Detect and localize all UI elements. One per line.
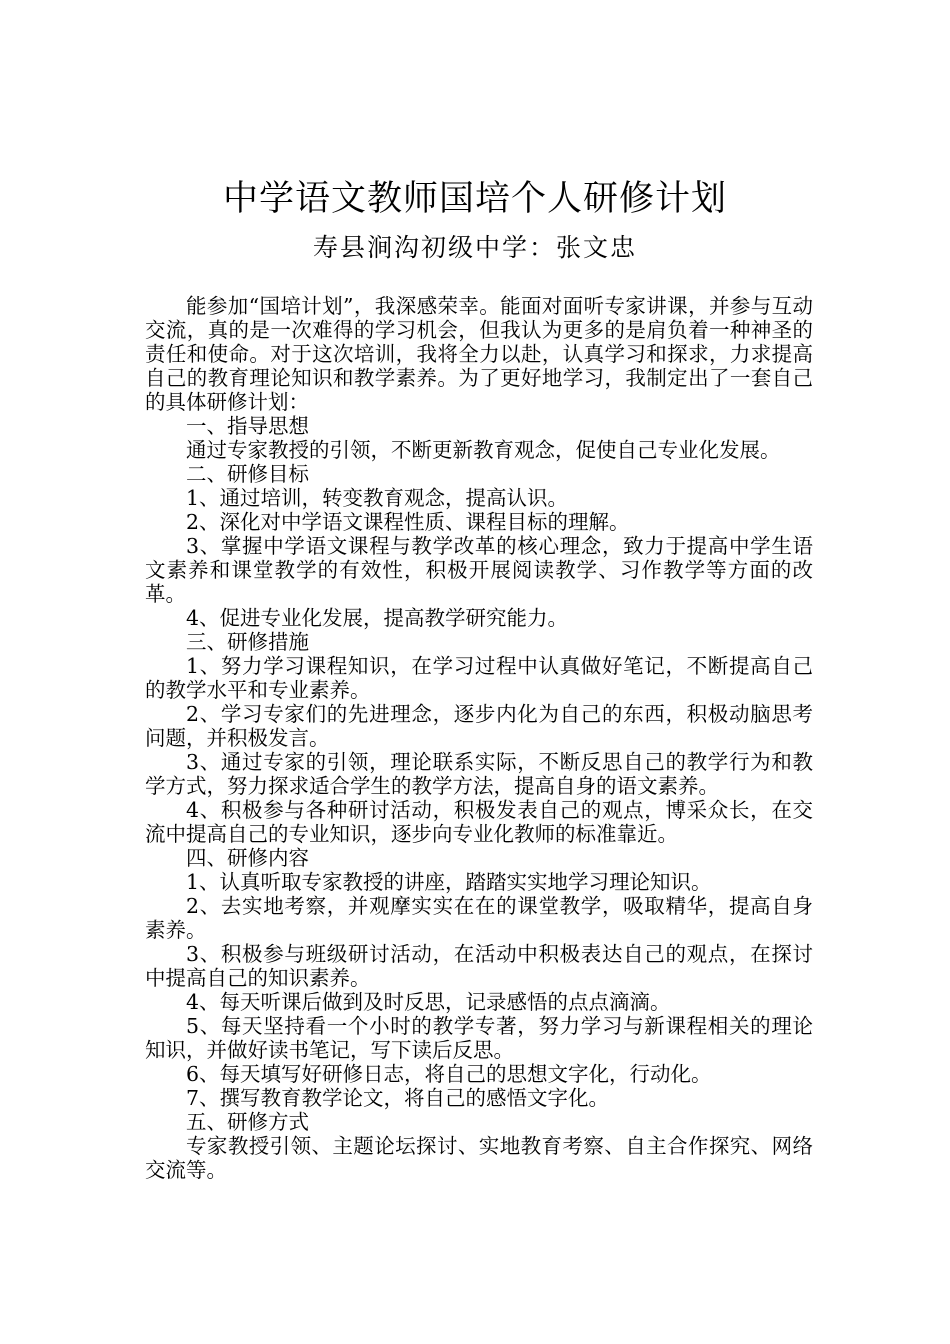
document-title: 中学语文教师国培个人研修计划 <box>222 179 727 219</box>
section-paragraph: 3、掌握中学语文课程与教学改革的核心理念，致力于提高中学生语文素养和课堂教学的有效性，积极开展阅读教学、习作教学等方面的改革。 <box>145 534 813 606</box>
document-subtitle: 寿县涧沟初级中学：张文忠 <box>312 233 637 262</box>
section-paragraph: 2、学习专家们的先进理念，逐步内化为自己的东西，积极动脑思考问题，并积极发言。 <box>145 702 813 750</box>
section-paragraph: 6、每天填写好研修日志，将自己的思想文字化，行动化。 <box>186 1062 712 1086</box>
section-paragraph: 4、积极参与各种研讨活动，积极发表自己的观点，博采众长，在交流中提高自己的专业知识，逐步向专业化教师的标准靠近。 <box>145 798 813 846</box>
section-paragraph: 通过专家教授的引领，不断更新教育观念，促使自己专业化发展。 <box>186 438 781 462</box>
section-heading: 二、研修目标 <box>186 462 309 486</box>
section-paragraph: 3、通过专家的引领，理论联系实际，不断反思自己的教学行为和教学方式，努力探求适合学生的教学方法，提高自身的语文素养。 <box>145 750 813 798</box>
section-paragraph: 2、深化对中学语文课程性质、课程目标的理解。 <box>186 510 630 534</box>
section-paragraph: 4、促进专业化发展，提高教学研究能力。 <box>186 606 569 630</box>
section-paragraph: 1、认真听取专家教授的讲座，踏踏实实地学习理论知识。 <box>186 870 712 894</box>
section-heading: 五、研修方式 <box>186 1110 309 1134</box>
section-heading: 三、研修措施 <box>186 630 309 654</box>
section-paragraph: 5、每天坚持看一个小时的教学专著，努力学习与新课程相关的理论知识，并做好读书笔记，写下读后反思。 <box>145 1014 813 1062</box>
section-paragraph: 4、每天听课后做到及时反思，记录感悟的点点滴滴。 <box>186 990 671 1014</box>
section-paragraph: 1、努力学习课程知识，在学习过程中认真做好笔记，不断提高自己的教学水平和专业素养。 <box>145 654 813 702</box>
section-paragraph: 专家教授引领、主题论坛探讨、实地教育考察、自主合作探究、网络交流等。 <box>145 1134 813 1182</box>
intro-paragraph: 能参加“国培计划”，我深感荣幸。能面对面听专家讲课，并参与互动交流，真的是一次难得的学习机会，但我认为更多的是肩负着一种神圣的责任和使命。对于这次培训，我将全力以赴，认真学习和探求，力求提高自己的教育理论知识和教学素养。为了更好地学习，我制定出了一套自己的具体研修计划： <box>145 294 813 414</box>
section-paragraph: 2、去实地考察，并观摩实实在在的课堂教学，吸取精华，提高自身素养。 <box>145 894 813 942</box>
document-body <box>145 294 813 1182</box>
section-paragraph: 3、积极参与班级研讨活动，在活动中积极表达自己的观点，在探讨中提高自己的知识素养。 <box>145 942 813 990</box>
section-paragraph: 7、撰写教育教学论文，将自己的感悟文字化。 <box>186 1086 610 1110</box>
section-heading: 一、指导思想 <box>186 414 309 438</box>
section-paragraph: 1、通过培训，转变教育观念，提高认识。 <box>186 486 569 510</box>
section-heading: 四、研修内容 <box>186 846 309 870</box>
